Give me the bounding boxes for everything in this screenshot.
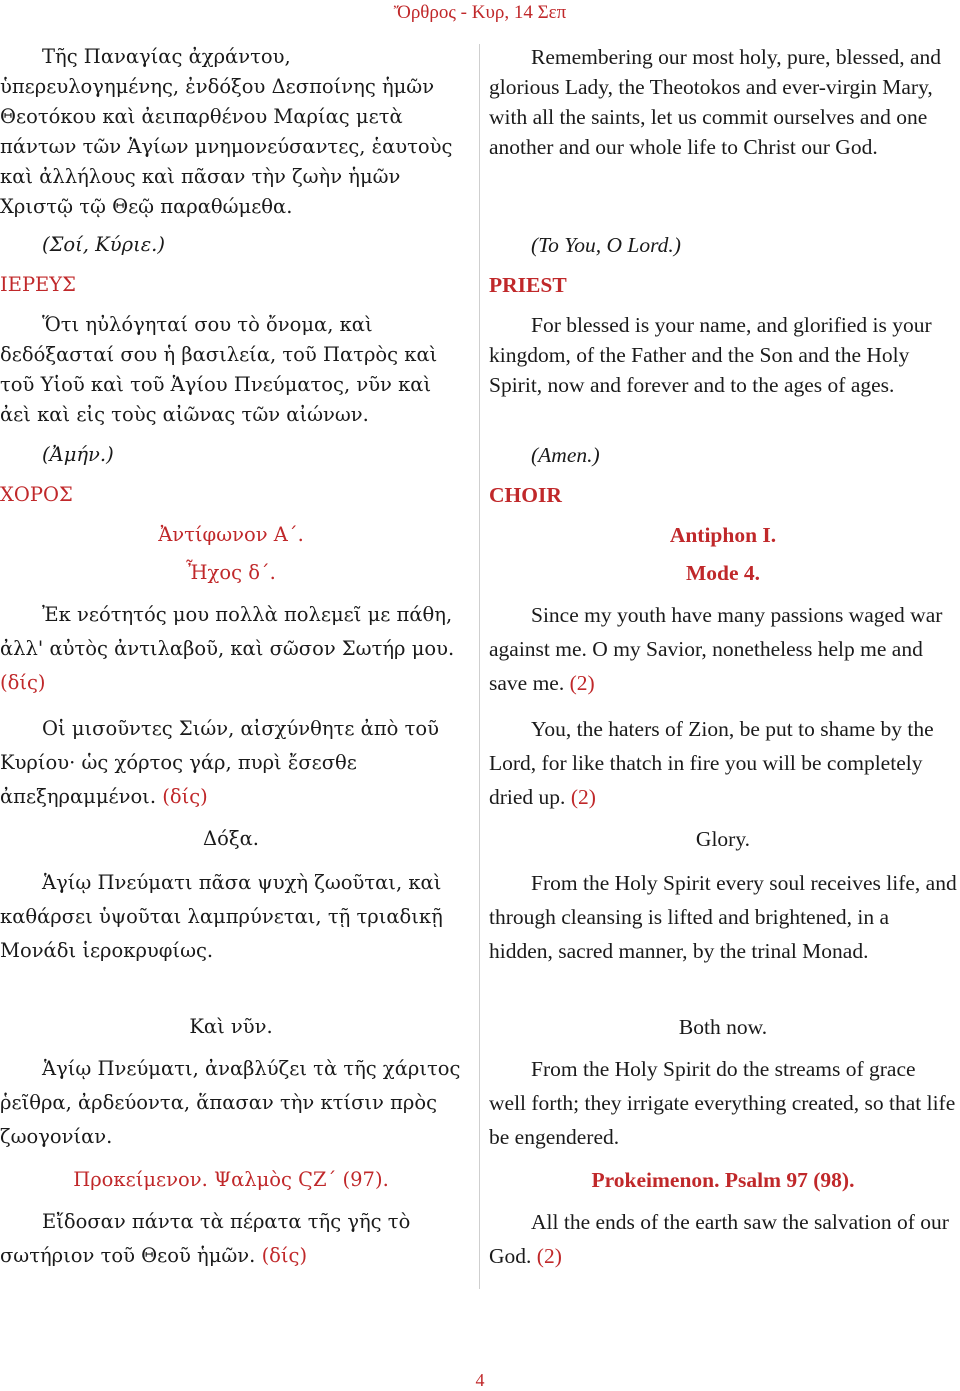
greek-twice-1: (δίς)	[0, 671, 46, 694]
greek-verse-1: Ἐκ νεότητός μου πολλὰ πολεμεῖ με πάθη, ἀλλ' αὐτὸς ἀντιλαβοῦ, καὶ σῶσον Σωτήρ μου. (δίς)	[0, 603, 455, 694]
page-header: Ὄρθρος - Κυρ, 14 Σεπ	[393, 2, 567, 23]
english-antiphon-title: Antiphon I.	[669, 523, 777, 547]
english-verse-3: From the Holy Spirit every soul receives life, and through cleansing is lifted and brightened, in a hidden, sacred manner, by the trinal Monad.	[489, 871, 957, 963]
greek-verse-4: Ἁγίῳ Πνεύματι, ἀναβλύζει τὰ τῆς χάριτος ῥεῖθρα, ἀρδεύοντα, ἅπασαν τὴν κτίσιν πρὸς ζωογονίαν.	[0, 1057, 461, 1148]
english-twice-5: (2)	[536, 1244, 562, 1268]
english-verse-4: From the Holy Spirit do the streams of grace well forth; they irrigate everything created, so that life be engendered.	[489, 1057, 956, 1149]
greek-choir-label: ΧΟΡΟΣ	[0, 483, 73, 506]
english-mode-title: Mode 4.	[685, 561, 761, 585]
greek-response-2: (Ἀμήν.)	[42, 443, 114, 466]
greek-response-1: (Σοί, Κύριε.)	[42, 233, 165, 256]
english-prokeimenon-title: Prokeimenon. Psalm 97 (98).	[591, 1168, 855, 1192]
greek-prokeimenon-title: Προκείμενον. Ψαλμὸς ϚΖ΄ (97).	[73, 1168, 389, 1191]
greek-antiphon-title: Ἀντίφωνον Α΄.	[158, 523, 304, 546]
english-twice-2: (2)	[570, 785, 596, 809]
english-response-2: (Amen.)	[531, 443, 600, 467]
english-exclamation: For blessed is your name, and glorified is your kingdom, of the Father and the Son and the Holy Spirit, now and forever and to the ages of ages.	[489, 313, 932, 397]
greek-both-now: Καὶ νῦν.	[189, 1015, 273, 1038]
column-divider	[479, 44, 480, 1289]
greek-priest-label: ΙΕΡΕΥΣ	[0, 273, 76, 296]
english-verse-1: Since my youth have many passions waged war against me. O my Savior, nonetheless help me and save me. (2)	[489, 603, 943, 695]
greek-mode-title: Ἦχος δ΄.	[186, 561, 276, 584]
greek-remembrance: Τῆς Παναγίας ἀχράντου, ὑπερευλογημένης, ἐνδόξου Δεσποίνης ἡμῶν Θεοτόκου καὶ ἀειπαρθένου Μαρίας μετὰ πάντων τῶν Ἁγίων μνημονεύσαντες, ἑαυτοὺς καὶ ἀλλήλους καὶ πᾶσαν τὴν ζωὴν ἡμῶν Χριστῷ τῷ Θεῷ παραθώμεθα.	[0, 45, 453, 218]
english-verse-2: You, the haters of Zion, be put to shame by the Lord, for like thatch in fire you will be completely dried up. (2)	[489, 717, 934, 809]
english-remembrance: Remembering our most holy, pure, blessed, and glorious Lady, the Theotokos and ever-virgin Mary, with all the saints, let us commit ourselves and one another and our whole life to Christ our God.	[489, 45, 942, 159]
english-priest-label: PRIEST	[489, 273, 567, 297]
greek-verse-5: Εἴδοσαν πάντα τὰ πέρατα τῆς γῆς τὸ σωτήριον τοῦ Θεοῦ ἡμῶν. (δίς)	[0, 1210, 411, 1267]
english-verse-5: All the ends of the earth saw the salvation of our God. (2)	[489, 1210, 949, 1268]
english-glory: Glory.	[695, 827, 751, 851]
greek-twice-2: (δίς)	[162, 785, 208, 808]
english-twice-1: (2)	[569, 671, 595, 695]
greek-verse-2: Οἱ μισοῦντες Σιών, αἰσχύνθητε ἀπὸ τοῦ Κυρίου· ὡς χόρτος γάρ, πυρὶ ἔσεσθε ἀπεξηραμμένοι. (δίς)	[0, 717, 439, 808]
english-choir-label: CHOIR	[489, 483, 562, 507]
greek-glory: Δόξα.	[203, 827, 259, 850]
greek-verse-3: Ἁγίῳ Πνεύματι πᾶσα ψυχὴ ζωοῦται, καὶ καθάρσει ὑψοῦται λαμπρύνεται, τῇ τριαδικῇ Μονάδι ἱεροκρυφίως.	[0, 871, 443, 962]
english-response-1: (To You, O Lord.)	[531, 233, 681, 257]
english-both-now: Both now.	[678, 1015, 768, 1039]
page-number: 4	[475, 1370, 485, 1390]
greek-exclamation: Ὅτι ηὐλόγηταί σου τὸ ὄνομα, καὶ δεδόξασταί σου ἡ βασιλεία, τοῦ Πατρὸς καὶ τοῦ Υἱοῦ καὶ τοῦ Ἁγίου Πνεύματος, νῦν καὶ ἀεὶ καὶ εἰς τοὺς αἰῶνας τῶν αἰώνων.	[0, 313, 438, 426]
greek-twice-5: (δίς)	[261, 1244, 308, 1267]
